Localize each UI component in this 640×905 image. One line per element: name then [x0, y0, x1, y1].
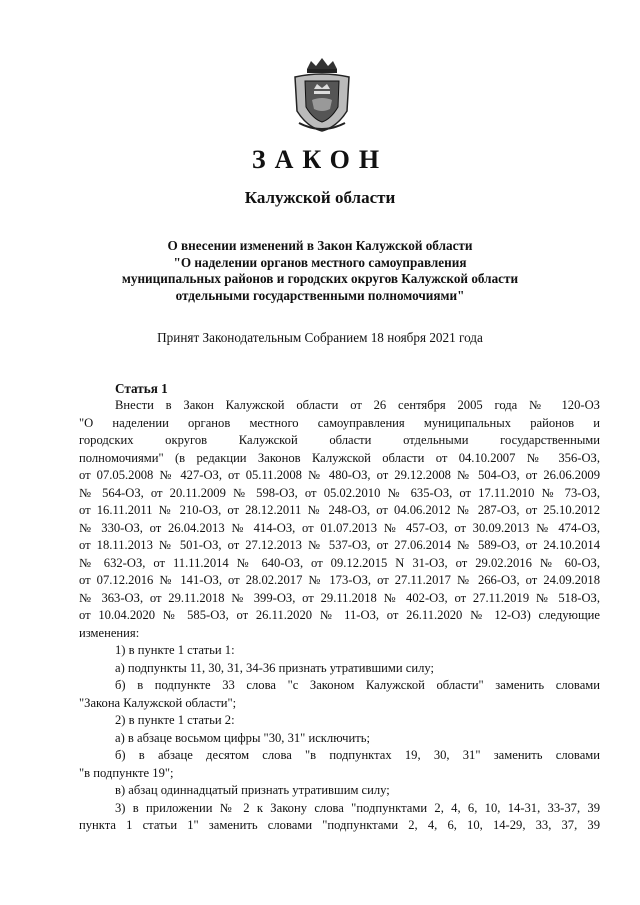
body-line: от 07.05.2008 № 427-ОЗ, от 05.11.2008 № 480-ОЗ, от 29.12.2008 № 504-ОЗ, от 26.06.2009: [79, 468, 600, 482]
article-heading: Статья 1: [115, 381, 168, 396]
body-line: а) подпункты 11, 30, 31, 34-36 признать утратившими силу;: [115, 660, 434, 675]
law-title-line: муниципальных районов и городских округов Калужской области: [121, 271, 519, 286]
body-line: 1) в пункте 1 статьи 1:: [115, 643, 235, 657]
adoption-statement: Принят Законодательным Собранием 18 ноября 2021 года: [157, 330, 483, 345]
body-line: Внести в Закон Калужской области от 26 сентября 2005 года № 120-ОЗ: [115, 398, 600, 412]
body-line: полномочиями" (в редакции Законов Калужской области от 04.10.2007 № 356-ОЗ,: [79, 450, 600, 465]
body-line: а) в абзаце восьмом цифры "30, 31" исключить;: [115, 730, 370, 745]
body-line: № 564-ОЗ, от 20.11.2009 № 598-ОЗ, от 05.02.2010 № 635-ОЗ, от 17.11.2010 № 73-ОЗ,: [79, 485, 600, 500]
body-line: 2) в пункте 1 статьи 2:: [115, 713, 235, 727]
body-line: "в подпункте 19";: [79, 765, 174, 780]
law-title-line: О внесении изменений в Закон Калужской области: [167, 238, 473, 253]
body-line: пункта 1 статьи 1" заменить словами "подпунктами 2, 4, 6, 10, 14-29, 33, 37, 39: [79, 818, 600, 832]
law-title-line: отдельными государственными полномочиями": [175, 287, 465, 303]
law-region: Калужской области: [244, 188, 396, 207]
law-title-line: "О наделении органов местного самоуправления: [173, 254, 467, 270]
body-line: "О наделении органов местного самоуправления муниципальных районов и: [79, 415, 600, 430]
body-line: городских округов Калужской области отдельными государственными: [79, 433, 600, 447]
body-line: в) абзац одиннадцатый признать утратившим силу;: [115, 783, 390, 797]
body-line: от 07.12.2016 № 141-ОЗ, от 28.02.2017 № 173-ОЗ, от 27.11.2017 № 266-ОЗ, от 24.09.2018: [79, 573, 600, 587]
body-line: от 10.04.2020 № 585-ОЗ, от 26.11.2020 № 11-ОЗ, от 26.11.2020 № 12-ОЗ) следующие: [79, 608, 600, 622]
body-line: от 18.11.2013 № 501-ОЗ, от 27.12.2013 № 537-ОЗ, от 27.06.2014 № 589-ОЗ, от 24.10.2014: [79, 538, 600, 552]
body-line: "Закона Калужской области";: [79, 695, 237, 710]
body-line: от 16.11.2011 № 210-ОЗ, от 28.12.2011 № 248-ОЗ, от 04.06.2012 № 287-ОЗ, от 25.10.2012: [79, 503, 600, 517]
article-body: [79, 397, 600, 835]
body-line: № 363-ОЗ, от 29.11.2018 № 399-ОЗ, от 29.11.2018 № 402-ОЗ, от 27.11.2019 № 518-ОЗ,: [79, 590, 600, 605]
law-title: [60, 238, 580, 304]
coat-of-arms-emblem: [287, 55, 357, 135]
body-line: изменения:: [79, 625, 140, 640]
body-line: № 632-ОЗ, от 11.11.2014 № 640-ОЗ, от 09.12.2015 N 31-ОЗ, от 29.02.2016 № 60-ОЗ,: [79, 555, 600, 570]
law-heading: ЗАКОН: [251, 145, 389, 174]
body-line: № 330-ОЗ, от 26.04.2013 № 414-ОЗ, от 01.07.2013 № 457-ОЗ, от 30.09.2013 № 474-ОЗ,: [79, 520, 600, 535]
body-line: б) в подпункте 33 слова "с Законом Калужской области" заменить словами: [115, 678, 600, 692]
body-line: 3) в приложении № 2 к Закону слова "подпунктами 2, 4, 6, 10, 14-31, 33-37, 39: [115, 800, 600, 815]
body-line: б) в абзаце десятом слова "в подпунктах 19, 30, 31" заменить словами: [115, 748, 600, 762]
